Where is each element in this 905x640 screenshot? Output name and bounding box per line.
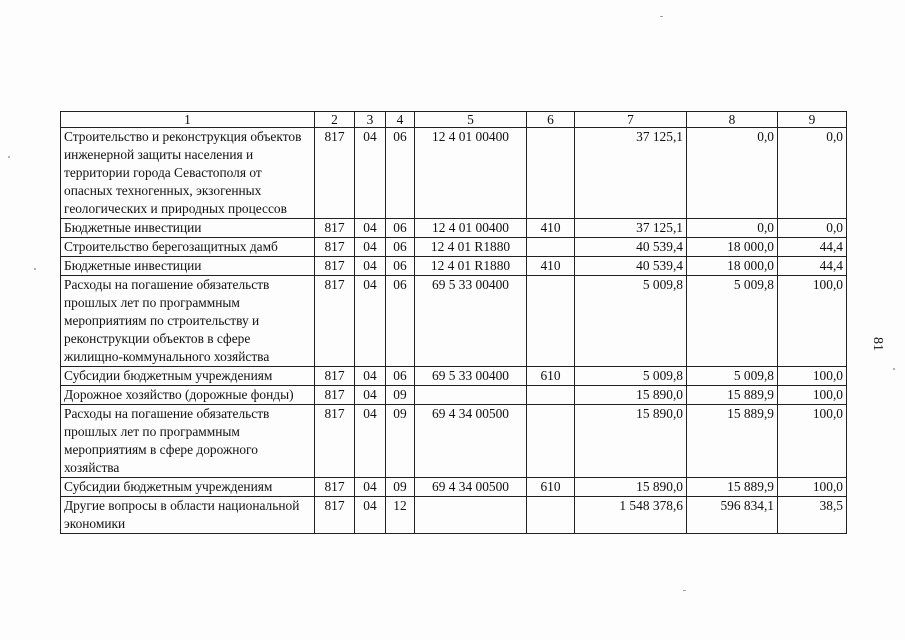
admin-code-cell: 817 xyxy=(315,238,355,257)
header-cell: 5 xyxy=(415,112,527,128)
plan-amount-cell: 15 890,0 xyxy=(575,478,687,497)
table-row xyxy=(61,405,847,478)
admin-code-cell: 817 xyxy=(315,478,355,497)
admin-code-cell: 817 xyxy=(315,367,355,386)
section-cell: 04 xyxy=(355,367,386,386)
header-cell: 2 xyxy=(315,112,355,128)
actual-amount-cell: 0,0 xyxy=(687,219,778,238)
actual-amount-cell: 15 889,9 xyxy=(687,386,778,405)
header-cell: 4 xyxy=(386,112,415,128)
scan-speck xyxy=(34,268,36,270)
admin-code-cell: 817 xyxy=(315,497,355,534)
expense-type-cell: 610 xyxy=(527,367,575,386)
admin-code-cell: 817 xyxy=(315,219,355,238)
section-cell: 04 xyxy=(355,386,386,405)
target-article-cell: 69 5 33 00400 xyxy=(415,276,527,367)
percent-cell: 100,0 xyxy=(778,367,847,386)
actual-amount-cell: 15 889,9 xyxy=(687,478,778,497)
expense-type-cell xyxy=(527,386,575,405)
expense-type-cell xyxy=(527,405,575,478)
actual-amount-cell: 5 009,8 xyxy=(687,367,778,386)
admin-code-cell: 817 xyxy=(315,276,355,367)
subsection-cell: 06 xyxy=(386,238,415,257)
target-article-cell: 69 4 34 00500 xyxy=(415,478,527,497)
row-name-cell: Бюджетные инвестиции xyxy=(61,257,315,276)
target-article-cell: 12 4 01 R1880 xyxy=(415,238,527,257)
percent-cell: 100,0 xyxy=(778,386,847,405)
table-row xyxy=(61,367,847,386)
expense-type-cell xyxy=(527,128,575,219)
header-cell: 1 xyxy=(61,112,315,128)
header-cell: 8 xyxy=(687,112,778,128)
actual-amount-cell: 15 889,9 xyxy=(687,405,778,478)
admin-code-cell: 817 xyxy=(315,128,355,219)
table-body xyxy=(61,112,847,534)
scan-speck xyxy=(893,368,895,370)
page-number: 81 xyxy=(870,337,885,351)
plan-amount-cell: 5 009,8 xyxy=(575,367,687,386)
row-name-cell: Расходы на погашение обязательств прошлых лет по программным мероприятиям по строительству и реконструкции объектов в сфере жилищно-коммунального хозяйства xyxy=(61,276,315,367)
admin-code-cell: 817 xyxy=(315,386,355,405)
subsection-cell: 12 xyxy=(386,497,415,534)
subsection-cell: 06 xyxy=(386,128,415,219)
subsection-cell: 06 xyxy=(386,219,415,238)
expense-type-cell: 610 xyxy=(527,478,575,497)
expense-type-cell xyxy=(527,497,575,534)
subsection-cell: 09 xyxy=(386,386,415,405)
scan-speck xyxy=(683,590,686,591)
percent-cell: 100,0 xyxy=(778,405,847,478)
percent-cell: 100,0 xyxy=(778,478,847,497)
row-name-cell: Субсидии бюджетным учреждениям xyxy=(61,478,315,497)
row-name-cell: Строительство берегозащитных дамб xyxy=(61,238,315,257)
expense-type-cell xyxy=(527,276,575,367)
row-name-cell: Строительство и реконструкция объектов инженерной защиты населения и территории города Севастополя от опасных техногенных, экзогенных геологических и природных процессов xyxy=(61,128,315,219)
percent-cell: 100,0 xyxy=(778,276,847,367)
percent-cell: 44,4 xyxy=(778,238,847,257)
admin-code-cell: 817 xyxy=(315,257,355,276)
table-row xyxy=(61,128,847,219)
target-article-cell: 12 4 01 R1880 xyxy=(415,257,527,276)
target-article-cell xyxy=(415,497,527,534)
subsection-cell: 06 xyxy=(386,367,415,386)
row-name-cell: Субсидии бюджетным учреждениям xyxy=(61,367,315,386)
plan-amount-cell: 15 890,0 xyxy=(575,405,687,478)
expense-type-cell xyxy=(527,238,575,257)
budget-table xyxy=(60,111,847,534)
plan-amount-cell: 40 539,4 xyxy=(575,238,687,257)
row-name-cell: Расходы на погашение обязательств прошлых лет по программным мероприятиям в сфере дорожного хозяйства xyxy=(61,405,315,478)
section-cell: 04 xyxy=(355,238,386,257)
section-cell: 04 xyxy=(355,497,386,534)
target-article-cell: 12 4 01 00400 xyxy=(415,219,527,238)
header-cell: 3 xyxy=(355,112,386,128)
row-name-cell: Другие вопросы в области национальной экономики xyxy=(61,497,315,534)
target-article-cell: 12 4 01 00400 xyxy=(415,128,527,219)
actual-amount-cell: 5 009,8 xyxy=(687,276,778,367)
percent-cell: 0,0 xyxy=(778,128,847,219)
row-name-cell: Дорожное хозяйство (дорожные фонды) xyxy=(61,386,315,405)
section-cell: 04 xyxy=(355,276,386,367)
table-row xyxy=(61,238,847,257)
subsection-cell: 09 xyxy=(386,478,415,497)
plan-amount-cell: 5 009,8 xyxy=(575,276,687,367)
table-row xyxy=(61,386,847,405)
header-cell: 9 xyxy=(778,112,847,128)
percent-cell: 38,5 xyxy=(778,497,847,534)
header-cell: 6 xyxy=(527,112,575,128)
table-row xyxy=(61,478,847,497)
plan-amount-cell: 40 539,4 xyxy=(575,257,687,276)
actual-amount-cell: 596 834,1 xyxy=(687,497,778,534)
section-cell: 04 xyxy=(355,219,386,238)
subsection-cell: 06 xyxy=(386,257,415,276)
table-row xyxy=(61,276,847,367)
target-article-cell: 69 5 33 00400 xyxy=(415,367,527,386)
table-row xyxy=(61,257,847,276)
plan-amount-cell: 37 125,1 xyxy=(575,219,687,238)
row-name-cell: Бюджетные инвестиции xyxy=(61,219,315,238)
expense-type-cell: 410 xyxy=(527,257,575,276)
percent-cell: 0,0 xyxy=(778,219,847,238)
subsection-cell: 06 xyxy=(386,276,415,367)
column-number-header-row xyxy=(61,112,847,128)
section-cell: 04 xyxy=(355,405,386,478)
header-cell: 7 xyxy=(575,112,687,128)
admin-code-cell: 817 xyxy=(315,405,355,478)
target-article-cell xyxy=(415,386,527,405)
section-cell: 04 xyxy=(355,128,386,219)
actual-amount-cell: 18 000,0 xyxy=(687,238,778,257)
plan-amount-cell: 37 125,1 xyxy=(575,128,687,219)
scan-speck xyxy=(8,156,10,158)
scan-speck xyxy=(660,16,663,17)
table-row xyxy=(61,497,847,534)
expense-type-cell: 410 xyxy=(527,219,575,238)
section-cell: 04 xyxy=(355,257,386,276)
table-row xyxy=(61,219,847,238)
percent-cell: 44,4 xyxy=(778,257,847,276)
subsection-cell: 09 xyxy=(386,405,415,478)
plan-amount-cell: 15 890,0 xyxy=(575,386,687,405)
plan-amount-cell: 1 548 378,6 xyxy=(575,497,687,534)
section-cell: 04 xyxy=(355,478,386,497)
target-article-cell: 69 4 34 00500 xyxy=(415,405,527,478)
actual-amount-cell: 0,0 xyxy=(687,128,778,219)
actual-amount-cell: 18 000,0 xyxy=(687,257,778,276)
